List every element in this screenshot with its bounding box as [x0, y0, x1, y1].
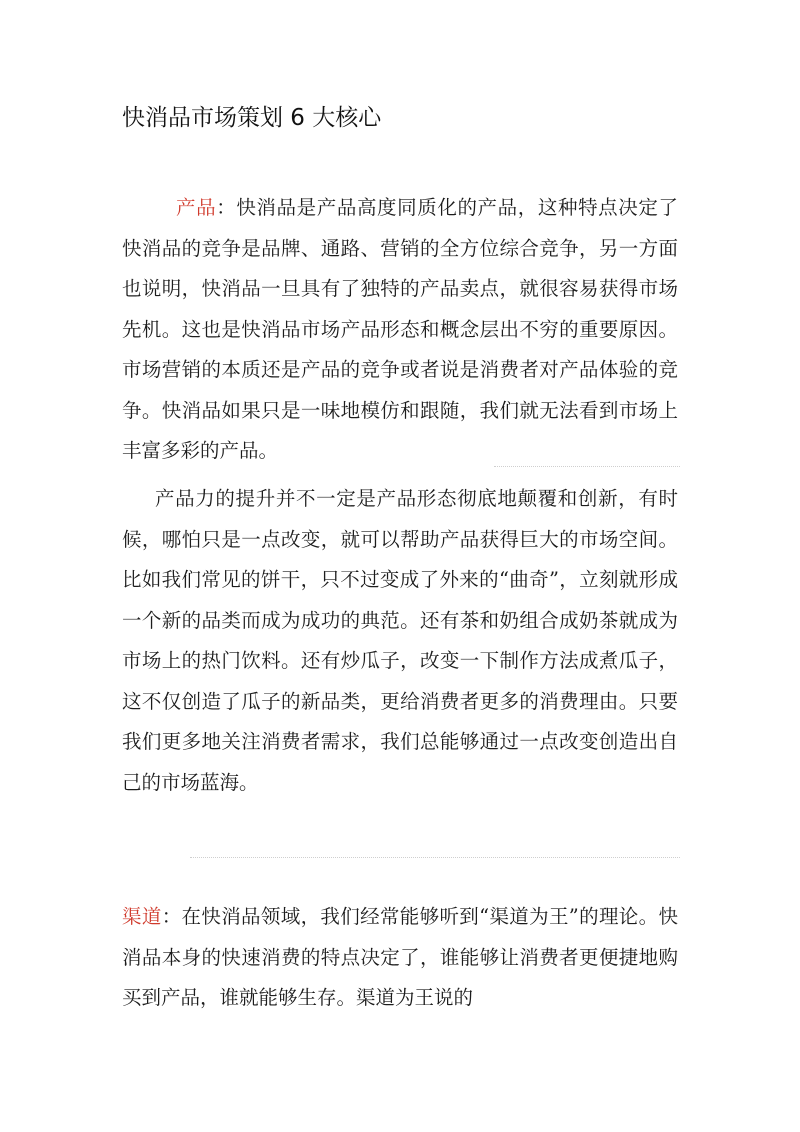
keyword-channel: 渠道	[122, 905, 162, 928]
paragraph-product-text: ：快消品是产品高度同质化的产品，这种特点决定了快消品的竞争是品牌、通路、营销的全方位综合竞争，另一方面也说明，快消品一旦具有了独特的产品卖点，就很容易获得市场先机。这也是快消品市场产品形态和概念层出不穷的重要原因。市场营销的本质还是产品的竞争或者说是消费者对产品体验的竞争。快消品如果只是一味地模仿和跟随，我们就无法看到市场上丰富多彩的产品。	[122, 196, 678, 462]
paragraph-indent	[122, 487, 155, 510]
paragraph-product-power-text: 产品力的提升并不一定是产品形态彻底地颠覆和创新，有时候，哪怕只是一点改变，就可以帮助产品获得巨大的市场空间。比如我们常见的饼干，只不过变成了外来的“曲奇”，立刻就形成一个新的品类而成为成功的典范。还有茶和奶组合成奶茶就成为市场上的热门饮料。还有炒瓜子，改变一下制作方法成煮瓜子，这不仅创造了瓜子的新品类，更给消费者更多的消费理由。只要我们更多地关注消费者需求，我们总能够通过一点改变创造出自己的市场蓝海。	[122, 487, 678, 794]
paragraph-indent	[122, 196, 176, 219]
paragraph-product	[122, 188, 678, 472]
paragraph-product-power	[122, 479, 678, 803]
document-title: 快消品市场策划 6 大核心	[122, 105, 382, 131]
dotted-divider	[494, 466, 680, 467]
keyword-product: 产品	[176, 196, 217, 219]
dotted-divider	[190, 857, 680, 858]
paragraph-channel	[122, 897, 678, 1019]
paragraph-channel-text: ：在快消品领域，我们经常能够听到“渠道为王”的理论。快消品本身的快速消费的特点决定了，谁能够让消费者更便捷地购买到产品，谁就能够生存。渠道为王说的	[122, 905, 678, 1009]
